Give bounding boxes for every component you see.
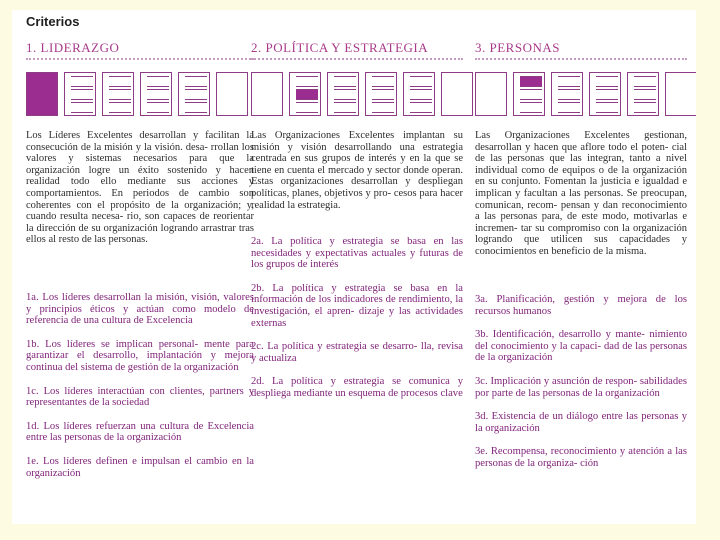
criterion-icon-6	[665, 72, 696, 116]
column-liderazgo	[26, 10, 254, 524]
divider	[475, 58, 687, 60]
column-intro-text: Las Organizaciones Excelentes gestionan, desarrollan y hacen que aflore todo el poten- cial de las personas que las integran, tanto a nivel individual como de equipos o de la organización en su conjunto. Fomentan la justicia e igualdad e implican y facultan a las personas. Se preocupan, comunican, recom- pensan y dan reconocimiento a las personas para, de este modo, motivarlas e incremen- tar su compromiso con la organización logrando que utilicen sus capacidades y conocimientos en beneficio de la misma.	[475, 130, 687, 257]
subcriteria-list	[251, 236, 463, 412]
criteria-icon-row	[26, 72, 254, 118]
criteria-icon-row	[475, 72, 687, 118]
column-intro-text: Los Líderes Excelentes desarrollan y facilitan la consecución de la misión y la visión. desa- rrollan los valores y sistemas necesarios para que la organización logre un éxito sostenido y hacen realidad todo ello mediante sus acciones y comportamientos. En periodos de cambio son coherentes con el propósito de la organización; y, cuando resulta necesa- rio, son capaces de reorientar la dirección de su organización logrando arrastrar tras ellos al resto de las personas.	[26, 130, 254, 246]
subcriterion-item: 1e. Los líderes definen e impulsan el cambio en la organización	[26, 455, 254, 479]
subcriterion-item: 3b. Identificación, desarrollo y mante- nimiento del conocimiento y la capaci- dad de las personas de la organización	[475, 329, 687, 364]
criterion-icon-2	[64, 72, 96, 116]
subcriteria-list	[475, 294, 687, 482]
criterion-icon-4	[589, 72, 621, 116]
criterion-icon-2	[513, 72, 545, 116]
subcriterion-item: 2a. La política y estrategia se basa en las necesidades y expectativas actuales y futuras de los grupos de interés	[251, 236, 463, 271]
column-personas	[475, 10, 687, 524]
column-intro-text: Las Organizaciones Excelentes implantan su misión y visión desarrollando una estrategia centrada en sus grupos de interés y en la que se tiene en cuenta el mercado y sector donde operan. Estas organizaciones desarrollan y despliegan políticas, planes, objetivos y pro- cesos para hacer realidad la estrategia.	[251, 130, 463, 211]
criterion-icon-3	[551, 72, 583, 116]
subcriterion-item: 1c. Los líderes interactúan con clientes, partners y representantes de la sociedad	[26, 385, 254, 409]
subcriterion-item: 3c. Implicación y asunción de respon- sabilidades por parte de las personas de la organización	[475, 375, 687, 399]
criterion-icon-3	[102, 72, 134, 116]
criterion-icon-2	[289, 72, 321, 116]
criterion-icon-5	[403, 72, 435, 116]
subcriterion-item: 1a. Los líderes desarrollan la misión, visión, valores y principios éticos y actúan como modelo de referencia de una cultura de Excelencia	[26, 292, 254, 327]
column-header: 3. PERSONAS	[475, 40, 560, 55]
column-politica-estrategia	[251, 10, 463, 524]
column-header: 1. LIDERAZGO	[26, 40, 120, 55]
subcriterion-item: 3a. Planificación, gestión y mejora de los recursos humanos	[475, 294, 687, 317]
subcriterion-item: 3d. Existencia de un diálogo entre las personas y la organización	[475, 411, 687, 434]
subcriterion-item: 1d. Los líderes refuerzan una cultura de Excelencia entre las personas de la organización	[26, 420, 254, 444]
criterion-icon-4	[365, 72, 397, 116]
criterion-icon-3	[327, 72, 359, 116]
criterion-icon-1	[251, 72, 283, 116]
criteria-icon-row	[251, 72, 463, 118]
subcriterion-item: 3e. Recompensa, reconocimiento y atención a las personas de la organiza- ción	[475, 446, 687, 469]
criterion-icon-6	[441, 72, 473, 116]
criterion-icon-6	[216, 72, 248, 116]
criterion-icon-5	[627, 72, 659, 116]
divider	[26, 58, 254, 60]
criterion-icon-5	[178, 72, 210, 116]
criteria-page	[12, 10, 696, 524]
subcriterion-item: 1b. Los líderes se implican personal- mente para garantizar el desarrollo, implantación y mejora continua del sistema de gestión de la organización	[26, 338, 254, 373]
subcriterion-item: 2b. La política y estrategia se basa en la información de los indicadores de rendimiento, la investigación, el apren- dizaje y las actividades externas	[251, 282, 463, 329]
subcriteria-list	[26, 292, 254, 491]
subcriterion-item: 2c. La política y estrategia se desarro- lla, revisa y actualiza	[251, 341, 463, 364]
divider	[251, 58, 463, 60]
subcriterion-item: 2d. La política y estrategia se comunica y despliega mediante un esquema de procesos clave	[251, 376, 463, 399]
criterion-icon-1	[26, 72, 58, 116]
column-header: 2. POLÍTICA Y ESTRATEGIA	[251, 40, 429, 55]
criterion-icon-1	[475, 72, 507, 116]
criterion-icon-4	[140, 72, 172, 116]
page-title: Criterios	[26, 14, 80, 29]
